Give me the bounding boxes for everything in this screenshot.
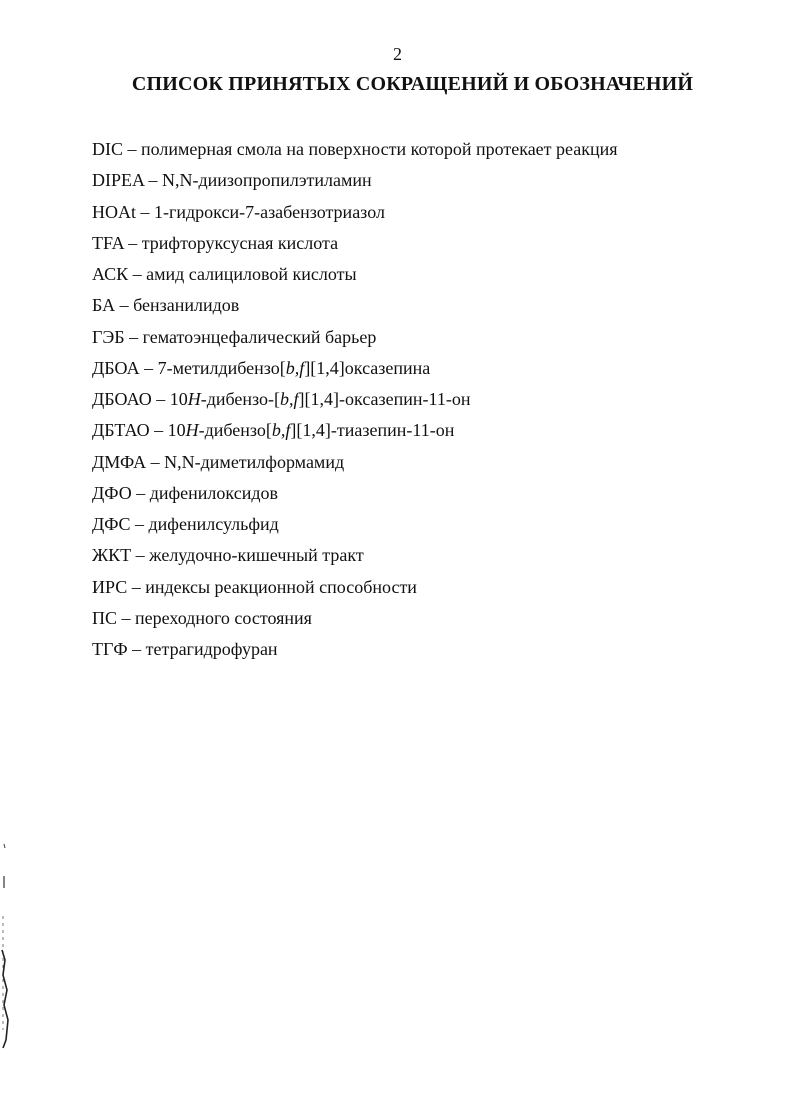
abbreviation-term: ДФС (92, 514, 131, 534)
italic-locant: b,f (271, 420, 291, 441)
list-item (92, 419, 732, 450)
abbreviation-term: БА (92, 295, 116, 316)
italic-hydrogen: H (187, 389, 201, 409)
dash-separator: – (140, 201, 150, 222)
abbreviation-list (92, 138, 732, 669)
dash-separator: – (119, 295, 129, 316)
dash-separator: – (135, 514, 145, 534)
list-item (92, 326, 732, 357)
abbreviation-definition: полимерная смола на поверхности которой протекает реакция (141, 139, 618, 159)
list-item (92, 544, 732, 575)
list-item (92, 451, 732, 482)
abbreviation-definition: N,N-диметилформамид (164, 451, 345, 472)
abbreviation-term: ДФО (92, 482, 132, 503)
abbreviation-term: ЖКТ (92, 545, 132, 566)
dash-separator: – (136, 482, 146, 503)
list-item (92, 388, 732, 419)
list-item (92, 232, 732, 263)
abbreviation-definition: гематоэнцефалический барьер (142, 326, 377, 347)
list-item (92, 357, 732, 388)
dash-separator: – (128, 232, 138, 253)
dash-separator: – (132, 639, 142, 659)
dash-separator: – (129, 326, 139, 347)
dash-separator: – (150, 451, 160, 472)
list-item (92, 576, 732, 607)
list-item (92, 169, 732, 200)
list-item (92, 513, 732, 544)
abbreviation-term: ДМФА (92, 451, 147, 472)
abbreviation-definition: N,N-диизопропилэтиламин (162, 170, 372, 191)
abbreviation-term: ПС (92, 607, 118, 628)
dash-separator: – (156, 389, 166, 409)
dash-separator: – (132, 264, 142, 284)
abbreviation-term: DIC (92, 139, 123, 159)
abbreviation-term: ДБТАО (92, 420, 150, 441)
list-item (92, 607, 732, 638)
dash-separator: – (131, 576, 141, 597)
dash-separator: – (148, 170, 158, 191)
abbreviation-term: ДБОА (92, 357, 140, 378)
scan-edge-artifact (0, 830, 14, 1050)
abbreviation-term: АСК (92, 264, 129, 284)
page-number: 2 (393, 44, 402, 64)
abbreviation-term: DIPEA (92, 170, 145, 191)
abbreviation-definition: желудочно-кишечный тракт (149, 545, 364, 566)
dash-separator: – (135, 545, 145, 566)
abbreviation-definition: дифенилоксидов (149, 482, 278, 503)
abbreviation-definition: трифторуксусная кислота (141, 232, 339, 253)
abbreviation-definition: амид салициловой кислоты (146, 264, 357, 284)
dash-separator: – (121, 607, 131, 628)
abbreviation-term: TFA (92, 232, 124, 253)
list-item (92, 638, 732, 669)
abbreviation-definition: 10H-дибензо-[b,f][1,4]-оксазепин-11-он (169, 389, 471, 409)
italic-locant: b,f (280, 389, 299, 409)
italic-locant: b,f (285, 357, 305, 378)
list-item (92, 138, 732, 169)
abbreviation-definition: переходного состояния (135, 607, 312, 628)
list-item (92, 294, 732, 325)
abbreviation-definition: тетрагидрофуран (145, 639, 278, 659)
list-item (92, 263, 732, 294)
abbreviation-term: ГЭБ (92, 326, 125, 347)
list-item (92, 201, 732, 232)
dash-separator: – (127, 139, 137, 159)
list-item (92, 482, 732, 513)
abbreviation-definition: индексы реакционной способности (145, 576, 417, 597)
abbreviation-term: ТГФ (92, 639, 128, 659)
abbreviation-definition: 7-метилдибензо[b,f][1,4]оксазепина (157, 357, 431, 378)
page-title: СПИСОК ПРИНЯТЫХ СОКРАЩЕНИЙ И ОБОЗНАЧЕНИЙ (131, 73, 694, 95)
italic-hydrogen: H (185, 420, 199, 441)
abbreviation-term: ИРС (92, 576, 128, 597)
dash-separator: – (144, 357, 154, 378)
dash-separator: – (154, 420, 164, 441)
abbreviation-term: ДБОАО (92, 389, 152, 409)
abbreviation-definition: дифенилсульфид (148, 514, 279, 534)
abbreviation-definition: 1-гидрокси-7-азабензотриазол (154, 201, 385, 222)
abbreviation-definition: бензанилидов (133, 295, 240, 316)
abbreviation-definition: 10H-дибензо[b,f][1,4]-тиазепин-11-он (167, 420, 455, 441)
abbreviation-term: HOAt (92, 201, 136, 222)
